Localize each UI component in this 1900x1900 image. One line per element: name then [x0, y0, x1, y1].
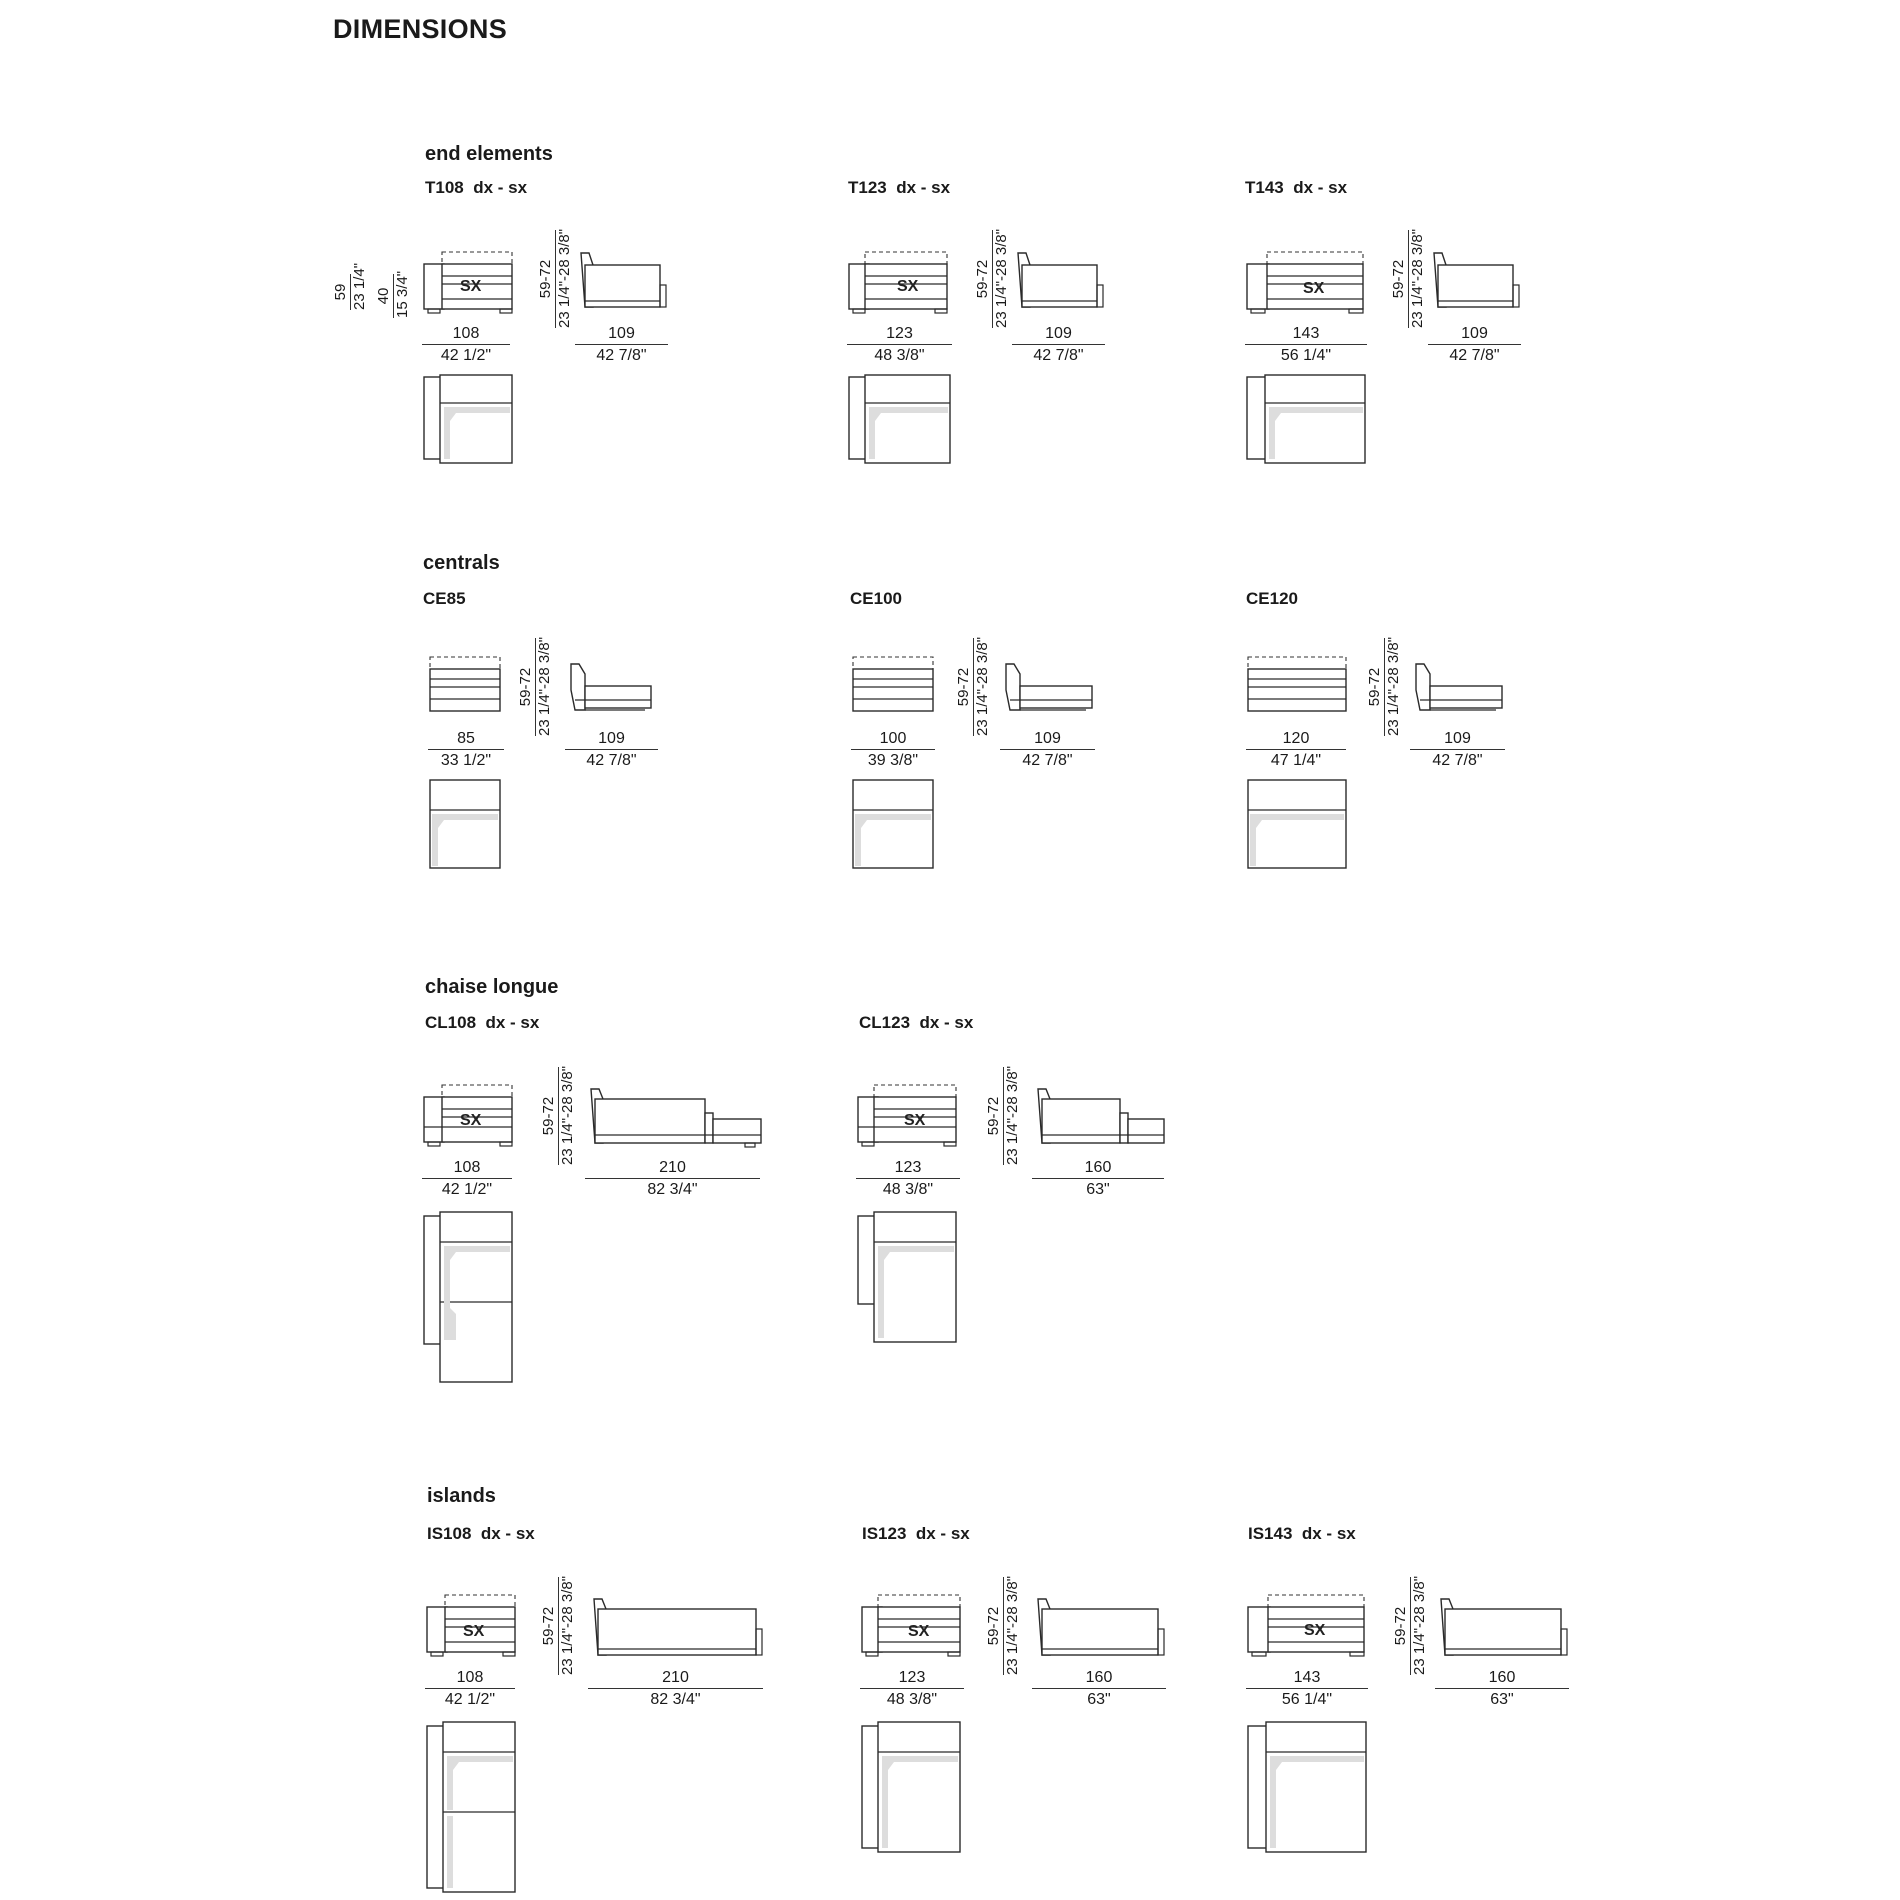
t108-top-view: [422, 373, 517, 465]
ce100-side-dimension: 109 42 7/8": [1000, 729, 1095, 770]
is108-side-dimension: 210 82 3/4": [588, 1668, 763, 1709]
cl108-front-view: [422, 1083, 522, 1148]
ce100-top-view: [851, 778, 936, 873]
is108-side-view: [588, 1593, 768, 1658]
section-title-centrals: centrals: [423, 552, 500, 574]
svg-text:SX: SX: [460, 1112, 482, 1129]
svg-text:SX: SX: [460, 278, 482, 295]
model-code-is123: IS123 dx - sx: [862, 1524, 970, 1543]
is123-side-view: [1032, 1593, 1167, 1658]
is108-height-dimension: 59-72 23 1/4"-28 3/8": [540, 1575, 576, 1675]
ce120-front-dimension: 120 47 1/4": [1246, 729, 1346, 770]
t123-height-dimension: 59-72 23 1/4"-28 3/8": [974, 228, 1010, 328]
is108-front-view: [425, 1593, 525, 1658]
is143-side-dimension: 160 63": [1435, 1668, 1569, 1709]
ce120-side-view: [1410, 660, 1505, 720]
ce85-top-view: [428, 778, 503, 873]
model-code-ce100: CE100: [850, 589, 902, 608]
cl123-side-view: [1032, 1083, 1167, 1148]
ce100-height-dimension: 59-72 23 1/4"-28 3/8": [955, 636, 991, 736]
model-code-ce120: CE120: [1246, 589, 1298, 608]
t143-height-dimension: 59-72 23 1/4"-28 3/8": [1390, 228, 1426, 328]
model-code-cl108: CL108 dx - sx: [425, 1013, 540, 1032]
is143-front-dimension: 143 56 1/4": [1246, 1668, 1368, 1709]
is143-top-view: [1246, 1720, 1371, 1855]
ce85-side-view: [565, 660, 660, 720]
model-code-t143: T143 dx - sx: [1245, 178, 1348, 197]
model-code-cl123: CL123 dx - sx: [859, 1013, 974, 1032]
t143-front-dimension: 143 56 1/4": [1245, 324, 1367, 365]
t143-side-dimension: 109 42 7/8": [1428, 324, 1521, 365]
svg-text:SX: SX: [463, 1623, 485, 1640]
svg-text:SX: SX: [904, 1112, 926, 1129]
svg-text:SX: SX: [1304, 1622, 1326, 1639]
is123-top-view: [860, 1720, 965, 1855]
model-code-t108: T108 dx - sx: [425, 178, 528, 197]
cl108-side-view: [585, 1083, 765, 1148]
t108-side-dimension: 109 42 7/8": [575, 324, 668, 365]
page-title: DIMENSIONS: [333, 14, 508, 44]
svg-text:SX: SX: [897, 278, 919, 295]
ce85-front-dimension: 85 33 1/2": [428, 729, 504, 770]
seat-height-dimension: 40 15 3/4": [375, 270, 411, 318]
cl123-height-dimension: 59-72 23 1/4"-28 3/8": [985, 1065, 1021, 1165]
is123-front-dimension: 123 48 3/8": [860, 1668, 964, 1709]
t123-front-view: [847, 250, 957, 315]
is123-front-view: [860, 1593, 970, 1658]
t123-front-dimension: 123 48 3/8": [847, 324, 952, 365]
ce120-side-dimension: 109 42 7/8": [1410, 729, 1505, 770]
ce120-top-view: [1246, 778, 1351, 873]
section-title-islands: islands: [427, 1485, 496, 1507]
is143-front-view: [1246, 1593, 1371, 1658]
model-code-ce85: CE85: [423, 589, 466, 608]
cl123-side-dimension: 160 63": [1032, 1158, 1164, 1199]
t143-side-view: [1428, 245, 1523, 310]
is123-height-dimension: 59-72 23 1/4"-28 3/8": [985, 1575, 1021, 1675]
t123-top-view: [847, 373, 957, 465]
cl108-front-dimension: 108 42 1/2": [422, 1158, 512, 1199]
t143-front-view: [1245, 250, 1370, 315]
model-code-is143: IS143 dx - sx: [1248, 1524, 1356, 1543]
ce85-height-dimension: 59-72 23 1/4"-28 3/8": [517, 636, 553, 736]
cl108-side-dimension: 210 82 3/4": [585, 1158, 760, 1199]
t123-side-dimension: 109 42 7/8": [1012, 324, 1105, 365]
cl123-top-view: [856, 1210, 961, 1345]
section-title-end-elements: end elements: [425, 143, 553, 165]
ce100-front-view: [851, 655, 936, 720]
t108-front-view: [422, 250, 522, 315]
section-title-chaise-longue: chaise longue: [425, 976, 559, 998]
ce100-front-dimension: 100 39 3/8": [851, 729, 935, 770]
is123-side-dimension: 160 63": [1032, 1668, 1166, 1709]
ce120-front-view: [1246, 655, 1351, 720]
ce85-side-dimension: 109 42 7/8": [565, 729, 658, 770]
overall-height-dimension: 59 23 1/4": [332, 262, 368, 310]
ce85-front-view: [428, 655, 503, 720]
t108-side-view: [575, 245, 670, 310]
is143-height-dimension: 59-72 23 1/4"-28 3/8": [1392, 1575, 1428, 1675]
svg-text:SX: SX: [1303, 280, 1325, 297]
t143-top-view: [1245, 373, 1370, 465]
t108-front-dimension: 108 42 1/2": [422, 324, 510, 365]
cl123-front-dimension: 123 48 3/8": [856, 1158, 960, 1199]
is143-side-view: [1435, 1593, 1570, 1658]
ce120-height-dimension: 59-72 23 1/4"-28 3/8": [1366, 636, 1402, 736]
t123-side-view: [1012, 245, 1107, 310]
ce100-side-view: [1000, 660, 1095, 720]
t108-height-dimension: 59-72 23 1/4"-28 3/8": [537, 228, 573, 328]
model-code-is108: IS108 dx - sx: [427, 1524, 535, 1543]
cl108-height-dimension: 59-72 23 1/4"-28 3/8": [540, 1065, 576, 1165]
model-code-t123: T123 dx - sx: [848, 178, 951, 197]
is108-top-view: [425, 1720, 520, 1895]
cl108-top-view: [422, 1210, 517, 1385]
cl123-front-view: [856, 1083, 966, 1148]
svg-text:SX: SX: [908, 1623, 930, 1640]
is108-front-dimension: 108 42 1/2": [425, 1668, 515, 1709]
